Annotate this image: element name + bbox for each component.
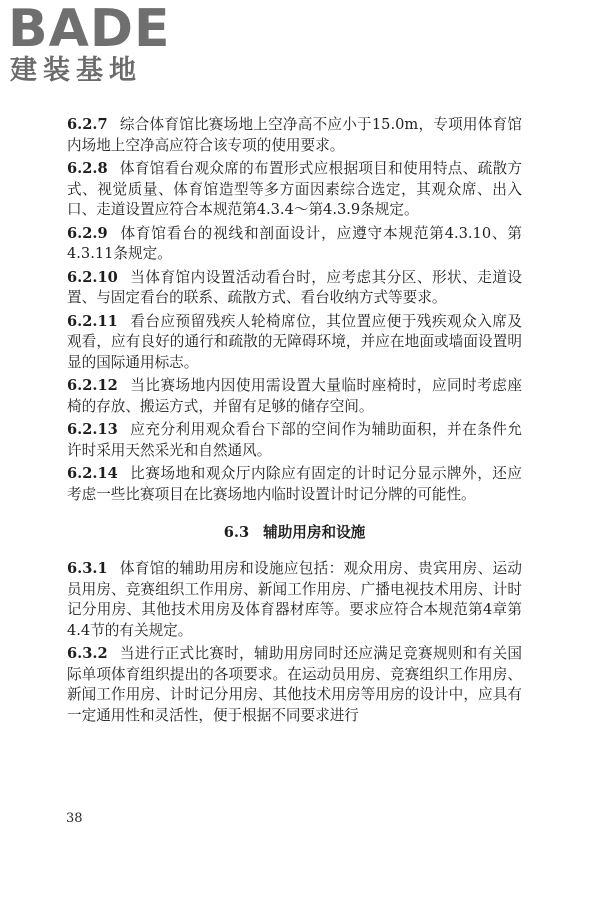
brand-logo [8,2,188,92]
clause-6-2-10 [67,268,522,309]
clause-6-2-7 [67,115,522,156]
section-title: 辅助用房和设施 [263,524,366,541]
clause-text: 比赛场地和观众厅内除应有固定的计时记分显示牌外，还应考虑一些比赛项目在比赛场地内临时设置计时记分牌的可能性。 [67,465,522,503]
clause-number: 6.2.12 [67,377,118,394]
clause-text: 应充分利用观众看台下部的空间作为辅助面积，并在条件允许时采用天然采光和自然通风。 [67,421,522,459]
clause-number: 6.3.2 [67,645,108,662]
clause-number: 6.2.7 [67,116,108,133]
clause-number: 6.2.14 [67,465,118,482]
page-number: 38 [66,811,83,826]
clause-text: 体育馆看台的视线和剖面设计，应遵守本规范第4.3.10、第4.3.11条规定。 [67,224,522,262]
clause-6-2-14 [67,464,522,505]
clause-number: 6.2.10 [67,268,118,286]
clause-6-2-12 [67,376,522,417]
section-heading [67,523,522,543]
document-body [67,115,522,729]
clause-text: 看台应预留残疾人轮椅席位，其位置应便于残疾观众入席及观看，应有良好的通行和疏散的无障碍环境，并应在地面或墙面设置明显的国际通用标志。 [67,312,522,371]
clause-text: 当进行正式比赛时，辅助用房同时还应满足竞赛规则和有关国际单项体育组织提出的各项要求。在运动员用房、竞赛组织工作用房、新闻工作用房、计时记分用房、其他技术用房等用房的设计中，应具有一定通用性和灵活性，便于根据不同要求进行 [67,645,522,724]
clause-text: 体育馆的辅助用房和设施应包括：观众用房、贵宾用房、运动员用房、竞赛组织工作用房、新闻工作用房、广播电视技术用房、计时记分用房、其他技术用房及体育器材库等。要求应符合本规范第4章第4.4节的有关规定。 [67,560,522,639]
logo-brand-text: BADE [8,0,171,59]
clause-text: 当比赛场地内因使用需设置大量临时座椅时，应同时考虑座椅的存放、搬运方式，并留有足够的储存空间。 [67,377,522,415]
clause-number: 6.2.9 [67,224,108,242]
section-number: 6.3 [223,524,250,541]
clause-number: 6.2.8 [67,160,108,177]
clause-number: 6.2.11 [67,312,118,330]
clause-6-3-1 [67,559,522,641]
logo-subtitle: 建装基地 [10,55,142,86]
clause-text: 体育馆看台观众席的布置形式应根据项目和使用特点、疏散方式、视觉质量、体育馆造型等多方面因素综合选定，其观众席、出入口、走道设置应符合本规范第4.3.4～第4.3.9条规定。 [67,160,522,218]
clause-6-2-9 [67,224,522,265]
clause-number: 6.3.1 [67,560,108,577]
clause-6-2-13 [67,420,522,461]
clause-number: 6.2.13 [67,421,118,438]
clause-6-2-11 [67,312,522,374]
clause-text: 当体育馆内设置活动看台时，应考虑其分区、形状、走道设置、与固定看台的联系、疏散方式、看台收纳方式等要求。 [67,268,522,306]
clause-6-2-8 [67,159,522,221]
clause-6-3-2 [67,644,522,726]
clause-text: 综合体育馆比赛场地上空净高不应小于15.0m，专项用体育馆内场地上空净高应符合该专项的使用要求。 [67,116,522,154]
